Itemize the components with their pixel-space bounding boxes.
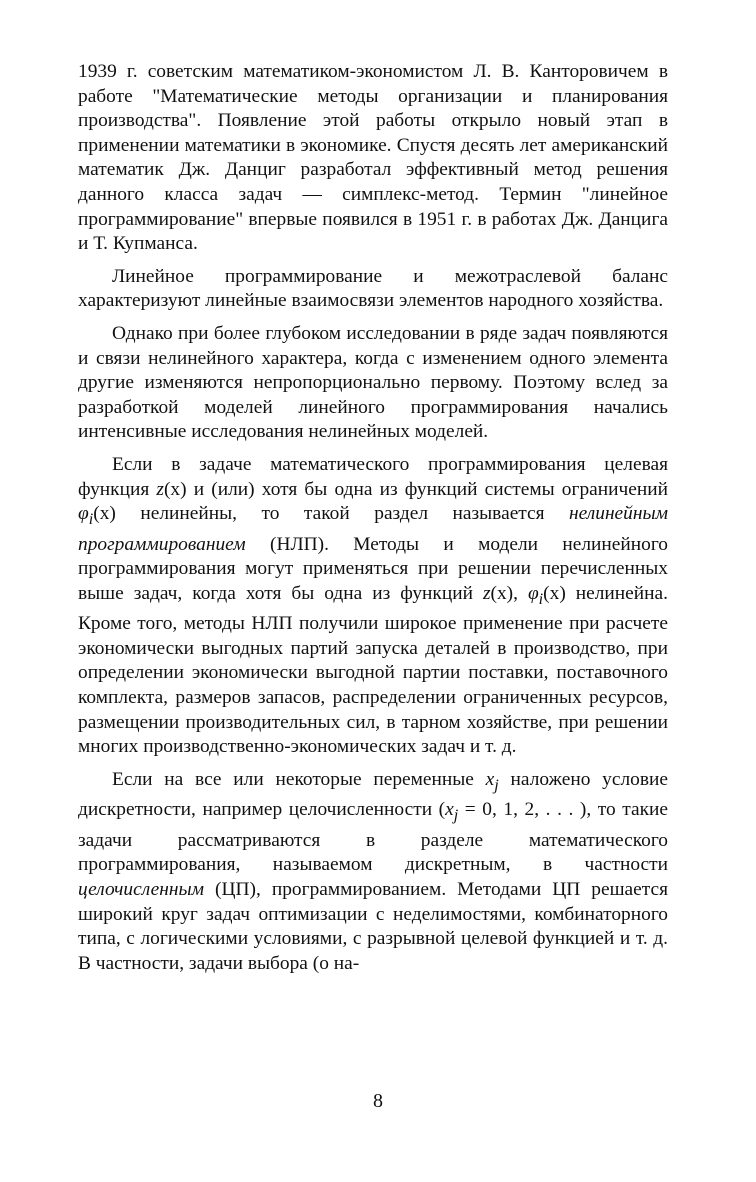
text-run: (x) нелинейны, то такой раздел называется [93, 503, 570, 525]
text-run: Линейное программирование и межотраслевой баланс характеризуют линейные взаимосвязи элементов народного хозяйства. [78, 265, 668, 312]
text-run: (x) и (или) хотя бы одна из функций системы ограничений [163, 478, 668, 500]
paragraph-4 [78, 453, 668, 760]
text-run: 1939 г. советским математиком-экономистом Л. В. Канторовичем в работе "Математические методы организации и планирования производства". Появление этой работы открыло новый этап в применении математики в экономике. Спустя десять лет американский математик Дж. Данциг разработал эффективный метод решения данного класса задач — симплекс-метод. Термин "линейное программирование" впервые появился в 1951 г. в работах Дж. Данцига и Т. Купманса. [78, 61, 668, 255]
italic-text: φ [78, 503, 89, 525]
text-run: Если в задаче математического программирования целевая функция [78, 453, 668, 500]
text-run: (x), [490, 582, 528, 604]
text-run: наложено условие дискретности, например целочисленности ( [78, 768, 668, 821]
italic-text: x [445, 799, 454, 821]
page-body [78, 60, 668, 984]
text-run: (ЦП), программированием. Методами ЦП решается широкий круг задач оптимизации с неделимостями, комбинаторного типа, с логическими условиями, с разрывной целевой функцией и т. д. В частности, задачи выбора (о на- [78, 878, 668, 974]
paragraph-3 [78, 322, 668, 445]
italic-text: целочисленным [78, 878, 205, 900]
text-run: Однако при более глубоком исследовании в ряде задач появляются и связи нелинейного характера, когда с изменением одного элемента другие изменяются непропорционально первому. Поэтому вслед за разработкой моделей линейного программирования начались интенсивные исследования нелинейных моделей. [78, 322, 668, 443]
subscript-index: i [88, 510, 94, 528]
text-run: = 0, 1, 2, . . . ), то такие задачи рассматриваются в разделе математического программирования, называемом дискретным, в частности [78, 799, 669, 876]
text-run: Если на все или некоторые переменные [112, 768, 486, 790]
page-number: 8 [373, 1090, 383, 1112]
italic-text: z [482, 582, 491, 604]
italic-text: z [156, 478, 164, 500]
paragraph-1 [78, 60, 668, 257]
subscript-index: j [453, 807, 459, 825]
italic-text: нелинейным программированием [78, 503, 668, 555]
italic-text: φ [527, 582, 539, 604]
italic-text: x [485, 768, 495, 790]
subscript-index: i [538, 590, 544, 608]
paragraph-5 [78, 768, 668, 977]
text-run: (x) нелинейна. Кроме того, методы НЛП получили широкое применение при расчете экономически выгодных партий запуска деталей в производство, при определении экономически выгодной партии поставки, поставочного комплекта, размеров запасов, распределении ограниченных ресурсов, размещении производительных сил, в тарном хозяйстве, при решении многих производственно-экономических задач и т. д. [78, 582, 668, 758]
paragraph-2 [78, 265, 668, 314]
subscript-index: j [494, 776, 499, 794]
text-run: (НЛП). Методы и модели нелинейного программирования могут применяться при решении перечисленных выше задач, когда хотя бы одна из функций [78, 533, 668, 604]
